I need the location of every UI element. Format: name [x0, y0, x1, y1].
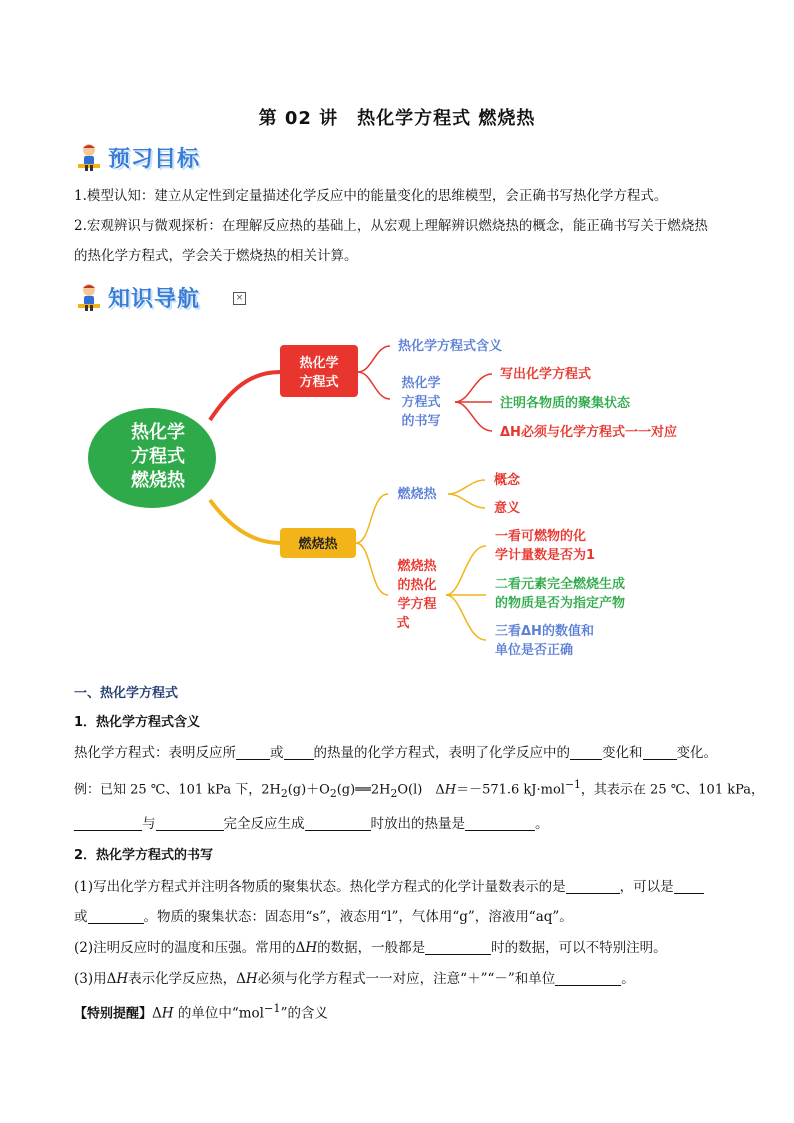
fill-line: 热化学方程式：表明反应所 或 的热量的化学方程式，表明了化学反应中的 变化和 变化。 — [74, 745, 717, 761]
mindmap-item: 热化学方程式含义 — [398, 339, 503, 354]
answer-blank[interactable] — [156, 814, 224, 831]
special-tip: 【特别提醒】ΔH 的单位中“mol$^{-1}$”的含义 — [74, 1001, 328, 1022]
connector — [455, 374, 492, 402]
svg-text:的物质是否为指定产物: 的物质是否为指定产物 — [495, 596, 626, 611]
mindmap-item: 三看ΔH的数值和 — [495, 624, 594, 639]
mindmap-item: 意义 — [494, 501, 521, 516]
connector — [448, 494, 485, 508]
connector — [446, 546, 486, 595]
fill-line: (2)注明反应时的温度和压强。常用的ΔH的数据，一般都是 时的数据，可以不特别注明。 — [74, 939, 667, 956]
goal-item: 1.模型认知：建立从定性到定量描述化学反应中的能量变化的思维模型，会正确书写热化学方程式。 — [74, 188, 668, 204]
section-thermo-equation — [74, 680, 765, 1029]
broken-image-icon: × — [233, 292, 246, 305]
connector — [446, 595, 486, 640]
svg-text:学方程: 学方程 — [397, 597, 437, 612]
connector — [356, 494, 388, 543]
answer-blank[interactable] — [566, 877, 620, 894]
fill-line: 与 完全反应生成 时放出的热量是 。 — [74, 809, 724, 840]
mindmap-item: 燃烧热 — [397, 487, 437, 502]
answer-blank[interactable] — [643, 743, 677, 760]
connector — [210, 500, 280, 543]
mindmap-item: 一看可燃物的化 — [495, 529, 587, 544]
knowledge-nav-label: 知识导航 — [108, 286, 201, 312]
svg-text:方程式: 方程式 — [401, 395, 441, 410]
answer-blank[interactable] — [425, 938, 491, 955]
answer-blank[interactable] — [465, 814, 535, 831]
center-node-label: 燃烧热 — [131, 470, 185, 491]
mindmap-item: 注明各物质的聚集状态 — [500, 396, 631, 411]
section-heading: 一、热化学方程式 — [74, 686, 179, 701]
svg-text:方程式: 方程式 — [299, 375, 339, 390]
center-node-label: 热化学 — [131, 422, 185, 443]
svg-text:式: 式 — [396, 616, 410, 631]
center-node-label: 方程式 — [131, 446, 185, 467]
svg-text:燃烧热: 燃烧热 — [397, 559, 437, 574]
svg-text:热化学: 热化学 — [299, 356, 339, 371]
preview-goals-label: 预习目标 — [108, 146, 201, 172]
svg-text:燃烧热: 燃烧热 — [298, 537, 338, 552]
connector — [210, 372, 280, 420]
svg-text:热化学: 热化学 — [401, 376, 441, 391]
goal-item: 的热化学方程式，学会关于燃烧热的相关计算。 — [74, 248, 358, 264]
fill-line: (1)写出化学方程式并注明各物质的聚集状态。热化学方程式的化学计量数表示的是 ，可以是 — [74, 872, 724, 902]
mindmap-item: ΔH必须与化学方程式一一对应 — [500, 425, 677, 440]
goal-item: 2.宏观辨识与微观探析：在理解反应热的基础上，从宏观上理解辨识燃烧热的概念，能正确书写关于燃烧热 — [74, 218, 708, 234]
answer-blank[interactable] — [284, 743, 314, 760]
answer-blank[interactable] — [570, 743, 602, 760]
connector — [455, 402, 492, 431]
answer-blank[interactable] — [305, 814, 371, 831]
page-title: 第 02 讲 热化学方程式 燃烧热 — [258, 108, 536, 129]
answer-blank[interactable] — [236, 743, 270, 760]
fill-line: 或 。物质的聚集状态：固态用“s”，液态用“l”，气体用“g”，溶液用“aq”。 — [74, 908, 573, 925]
example-line: 例：已知 25 ℃、101 kPa 下，$2H_2(g)+O_2(g)══2H_2O(l)$ ΔH＝－571.6 kJ·mol$^{-1}$，其表示在 25 ℃、101 kPa， — [74, 778, 765, 800]
svg-text:单位是否正确: 单位是否正确 — [495, 643, 574, 658]
answer-blank[interactable] — [555, 969, 621, 986]
connector — [358, 372, 390, 399]
mindmap-item: 二看元素完全燃烧生成 — [495, 577, 626, 592]
answer-blank[interactable] — [88, 907, 144, 924]
answer-blank[interactable] — [74, 814, 142, 831]
svg-text:学计量数是否为1: 学计量数是否为1 — [495, 548, 596, 563]
mindmap-item: 概念 — [494, 473, 521, 488]
svg-text:的热化: 的热化 — [397, 578, 437, 593]
answer-blank[interactable] — [674, 877, 704, 894]
mindmap-item: 写出化学方程式 — [500, 367, 592, 382]
connector — [356, 543, 388, 595]
subsection-heading: 1．热化学方程式含义 — [74, 715, 201, 730]
connector — [358, 346, 390, 372]
fill-line: (3)用ΔH表示化学反应热，ΔH必须与化学方程式一一对应，注意“＋”“－”和单位 。 — [74, 970, 635, 987]
connector — [448, 480, 485, 494]
subsection-heading: 2．热化学方程式的书写 — [74, 847, 214, 863]
svg-text:的书写: 的书写 — [401, 414, 441, 429]
